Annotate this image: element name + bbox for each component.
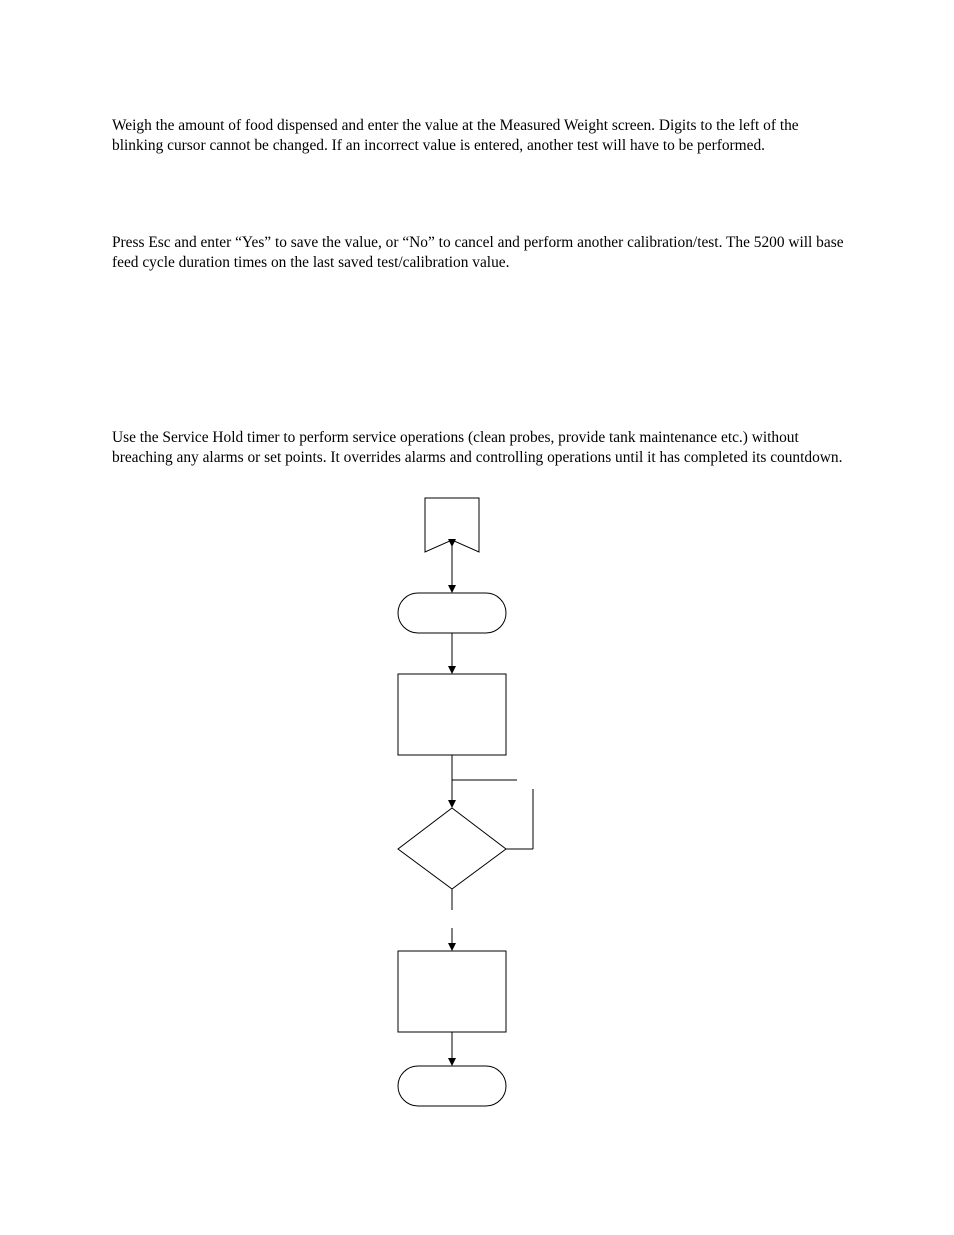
process-box-1-shape [398, 674, 506, 755]
paragraph-measured-weight: Weigh the amount of food dispensed and enter the value at the Measured Weight screen. Digits to the left of the blinking cursor cannot be changed. If an incorrect value is entered, another test will have to be performed. [112, 117, 799, 154]
paragraph-service-hold: Use the Service Hold timer to perform service operations (clean probes, provide tank maintenance etc.) without breaching any alarms or set points. It overrides alarms and controlling operations until it has completed its countdown. [112, 429, 843, 466]
end-terminator-shape [398, 1066, 506, 1106]
decision-diamond-shape [398, 808, 506, 889]
process-box-2-shape [398, 951, 506, 1032]
start-terminator-shape [398, 593, 506, 633]
paragraph-save-value: Press Esc and enter “Yes” to save the value, or “No” to cancel and perform another calibration/test. The 5200 will base feed cycle duration times on the last saved test/calibration value. [112, 234, 844, 271]
offpage-connector-shape [425, 498, 479, 552]
